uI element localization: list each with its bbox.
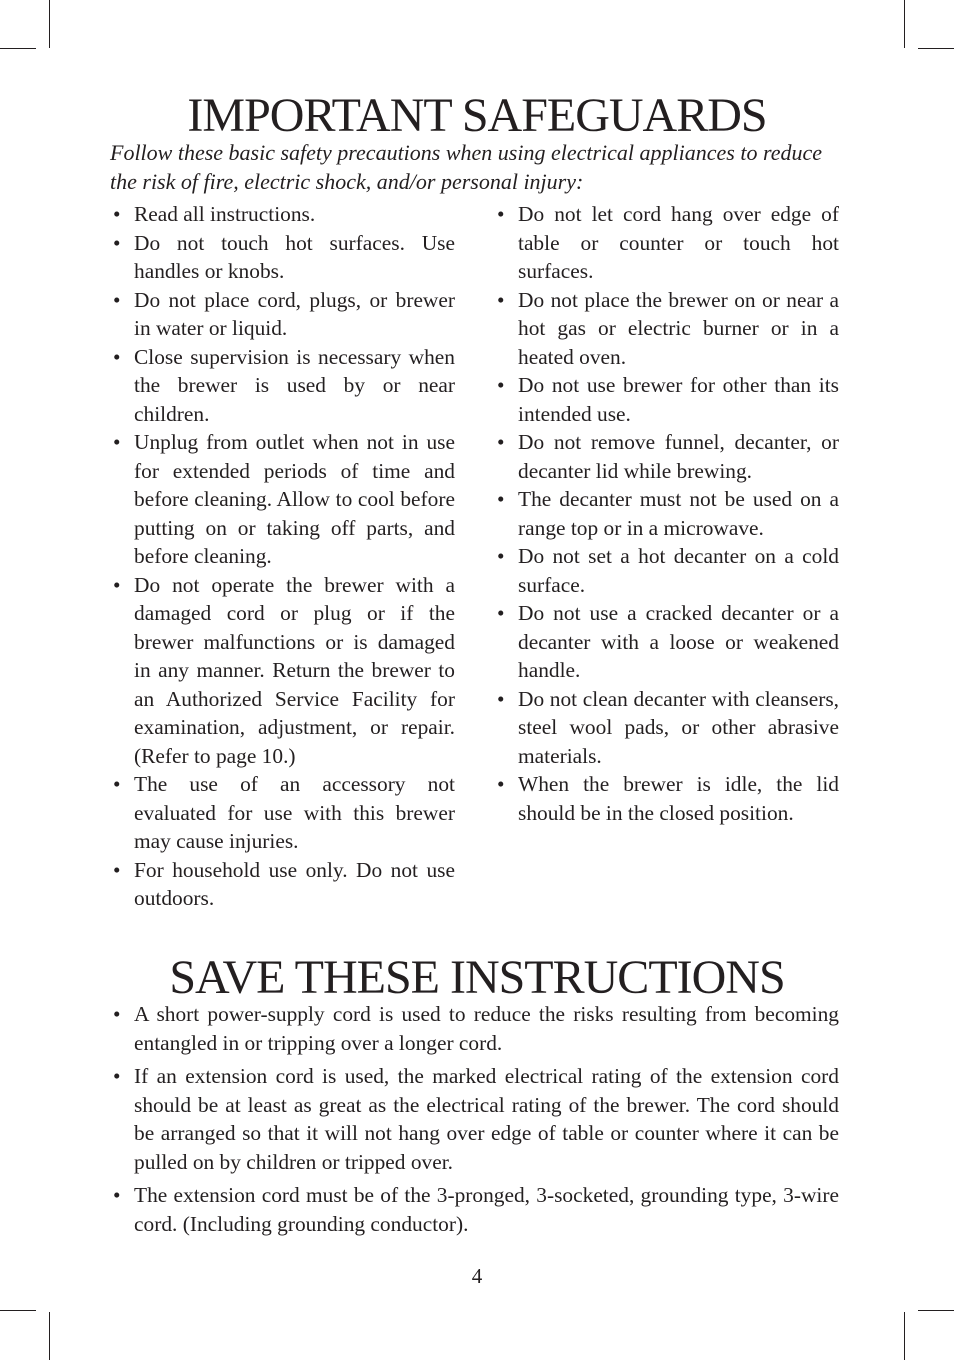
safeguards-list-left (113, 200, 455, 913)
list-item: • The decanter must not be used on a range top or in a microwave. (497, 485, 839, 542)
list-item: • The extension cord must be of the 3-pronged, 3-socketed, grounding type, 3-wire cord. (Including grounding conductor). (113, 1181, 839, 1238)
save-instructions-title: SAVE THESE INSTRUCTIONS (169, 951, 785, 1004)
list-item: • Close supervision is necessary when the brewer is used by or near children. (113, 343, 455, 429)
intro-text: Follow these basic safety precautions when using electrical appliances to reduce the risk of fire, electric shock, and/or personal injury: (110, 140, 823, 194)
crop-mark-top-right-horizontal (918, 48, 954, 49)
crop-mark-bottom-left-vertical (49, 1312, 50, 1360)
list-item: • Unplug from outlet when not in use for extended periods of time and before cleaning. Allow to cool before putting on or taking off parts, and before cleaning. (113, 428, 455, 571)
list-item: • Do not place cord, plugs, or brewer in water or liquid. (113, 286, 455, 343)
list-item: • Do not clean decanter with cleansers, steel wool pads, or other abrasive materials. (497, 685, 839, 771)
list-item: • Do not use a cracked decanter or a decanter with a loose or weakened handle. (497, 599, 839, 685)
page-title: IMPORTANT SAFEGUARDS (187, 89, 767, 142)
list-item: • A short power-supply cord is used to reduce the risks resulting from becoming entangled in or tripping over a longer cord. (113, 1000, 839, 1057)
list-item: • For household use only. Do not use outdoors. (113, 856, 455, 913)
list-item: • Do not let cord hang over edge of table or counter or touch hot surfaces. (497, 200, 839, 286)
list-item: • The use of an accessory not evaluated for use with this brewer may cause injuries. (113, 770, 455, 856)
crop-mark-bottom-left-horizontal (0, 1310, 36, 1311)
safeguards-list-right (497, 200, 839, 827)
page-number: 4 (471, 1264, 483, 1288)
list-item: • Do not use brewer for other than its intended use. (497, 371, 839, 428)
list-item: • Do not touch hot surfaces. Use handles or knobs. (113, 229, 455, 286)
list-item: • Do not operate the brewer with a damaged cord or plug or if the brewer malfunctions or is damaged in any manner. Return the brewer to an Authorized Service Facility for examination, adjustment, or repair. (Refer to page 10.) (113, 571, 455, 771)
crop-mark-top-right-vertical (904, 0, 905, 48)
list-item: • Do not set a hot decanter on a cold surface. (497, 542, 839, 599)
crop-mark-top-left-horizontal (0, 48, 36, 49)
crop-mark-bottom-right-vertical (904, 1312, 905, 1360)
list-item: • Do not remove funnel, decanter, or decanter lid while brewing. (497, 428, 839, 485)
crop-mark-top-left-vertical (49, 0, 50, 48)
crop-mark-bottom-right-horizontal (918, 1310, 954, 1311)
list-item: • When the brewer is idle, the lid should be in the closed position. (497, 770, 839, 827)
list-item: • If an extension cord is used, the marked electrical rating of the extension cord should be at least as great as the electrical rating of the brewer. The cord should be arranged so that it will not hang over edge of table or counter where it can be pulled on by children or tripped over. (113, 1062, 839, 1176)
list-item: • Read all instructions. (113, 200, 455, 229)
list-item: • Do not place the brewer on or near a hot gas or electric burner or in a heated oven. (497, 286, 839, 372)
cord-instructions-list (113, 1000, 839, 1243)
